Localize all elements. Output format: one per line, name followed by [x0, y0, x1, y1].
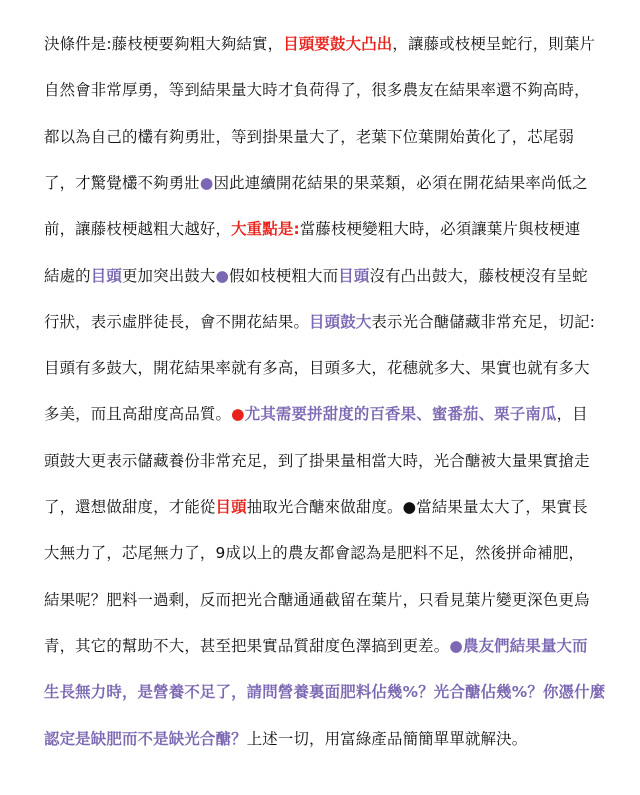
- text-line: [44, 173, 588, 193]
- highlight-text: 目頭: [90, 266, 122, 285]
- text-line: [44, 543, 584, 563]
- body-text: 大無力了，芯尾無力了，9成以上的農友都會認為是肥料不足，然後拼命補肥，: [44, 544, 585, 563]
- body-text: 都以為自己的欉有夠勇壯，等到掛果量大了，老葉下位葉開始黃化了，芯尾弱: [44, 127, 575, 146]
- body-text: 表示光合醣儲藏非常充足，切記:: [371, 312, 596, 331]
- text-line: [44, 34, 595, 54]
- highlight-text: ●: [199, 173, 214, 192]
- text-line: [44, 451, 590, 471]
- highlight-text: 生長無力時，是營養不足了，請問營養裏面肥料佔幾%？光合醣佔幾%？你憑什麼: [44, 683, 606, 702]
- highlight-text: ●: [215, 266, 230, 285]
- body-text: ，目: [556, 405, 588, 424]
- body-text: 結處的: [44, 266, 91, 285]
- body-text: 了，才驚覺欉不夠勇壯: [44, 173, 200, 192]
- highlight-text: 目頭鼓大: [309, 312, 372, 331]
- body-text: ，讓藤或枝梗呈蛇行，則葉片: [392, 35, 596, 53]
- text-line: [44, 636, 588, 656]
- highlight-text: 目頭: [215, 498, 247, 516]
- body-text: 當藤枝梗變粗大時，必須讓葉片與枝梗連: [299, 220, 581, 239]
- body-text: 抽取光合醣來做甜度。●當結果量太大了，果實長: [246, 498, 588, 516]
- highlight-text: 目頭要鼓大凸出: [283, 35, 393, 53]
- highlight-text: ●農友們結果量大而: [449, 636, 588, 655]
- text-line: [44, 312, 595, 332]
- text-line: [44, 80, 590, 100]
- text-line: [44, 127, 574, 147]
- body-text: 更加突出鼓大: [121, 266, 216, 285]
- body-text: 假如枝梗粗大而: [229, 266, 339, 285]
- body-text: 多美，而且高甜度高品質。: [44, 405, 232, 424]
- body-text: 青，其它的幫助不大，甚至把果實品質甜度色澤搞到更差。: [44, 636, 450, 655]
- highlight-text: 目頭: [338, 266, 370, 285]
- highlight-text: 認定是缺肥而不是缺光合醣？: [44, 729, 247, 748]
- text-line: [44, 497, 588, 517]
- body-text: 了，還想做甜度，才能從: [44, 498, 216, 516]
- text-line: [44, 729, 527, 749]
- body-text: 沒有凸出鼓大，藤枝梗沒有呈蛇: [369, 266, 588, 285]
- text-line: [44, 404, 588, 424]
- text-line: [44, 266, 588, 286]
- body-text: 前，讓藤枝梗越粗大越好，: [44, 220, 232, 239]
- body-text: 自然會非常厚勇，等到結果量大時才負荷得了，很多農友在結果率還不夠高時，: [44, 81, 590, 100]
- text-line: [44, 590, 590, 610]
- text-line: [44, 358, 590, 378]
- body-text: 結果呢？肥料一過剩，反而把光合醣通通截留在葉片，只看見葉片變更深色更烏: [44, 590, 590, 609]
- body-text: 上述一切，用富綠產品簡簡單單就解決。: [246, 729, 528, 748]
- text-line: [44, 682, 605, 702]
- highlight-text: 尤其需要拼甜度的百香果、蜜番茄、栗子南瓜: [244, 405, 557, 424]
- body-text: 因此連續開花結果的果菜類，必須在開花結果率尚低之: [213, 173, 588, 192]
- highlight-text: 大重點是:: [231, 220, 300, 239]
- text-line: [44, 219, 580, 239]
- body-text: 頭鼓大更表示儲藏養份非常充足，到了掛果量相當大時，光合醣被大量果實搶走: [44, 451, 590, 470]
- body-text: 決條件是:藤枝梗要夠粗大夠結實，: [44, 35, 284, 53]
- body-text: 行狀，表示虛胖徒長，會不開花結果。: [44, 312, 310, 331]
- highlight-text: ●: [231, 405, 245, 424]
- body-text: 目頭有多鼓大，開花結果率就有多高，目頭多大，花穗就多大、果實也就有多大: [44, 359, 590, 378]
